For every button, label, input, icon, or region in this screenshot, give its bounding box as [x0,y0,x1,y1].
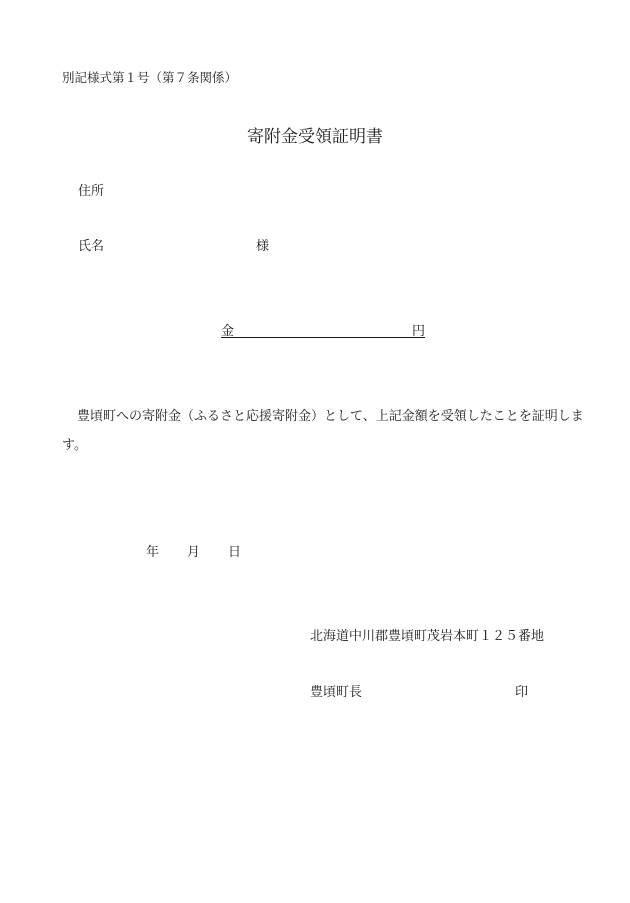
amount-prefix: 金 [221,324,235,339]
issuer-address: 北海道中川郡豊頃町茂岩本町１２５番地 [310,629,545,644]
document-title: 寄附金受領証明書 [247,127,383,147]
amount-field [221,320,425,338]
amount-unit: 円 [411,324,425,339]
seal-mark: 印 [515,685,529,700]
honorific-sama: 様 [256,239,270,254]
date-day-label: 日 [228,545,242,560]
form-number-label: 別記様式第１号（第７条関係） [62,70,238,85]
certification-statement: 豊頃町への寄附金（ふるさと応援寄附金）として、上記金額を受領したことを証明します。 [62,409,584,453]
address-label: 住所 [78,184,105,199]
name-label: 氏名 [78,239,105,254]
issuer-title: 豊頃町長 [310,685,363,700]
date-month-label: 月 [187,545,201,560]
date-year-label: 年 [146,545,160,560]
